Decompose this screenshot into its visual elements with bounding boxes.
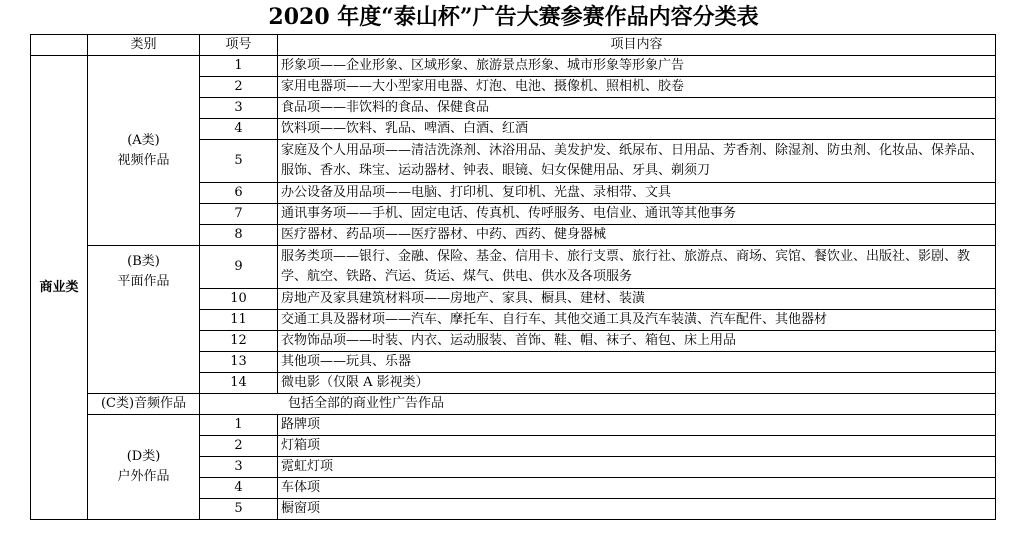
classification-table	[30, 34, 996, 520]
table-row	[31, 246, 996, 289]
category-d-code: (D类)	[126, 449, 161, 464]
category-b	[88, 246, 200, 394]
item-number: 10	[200, 289, 278, 310]
item-content: 通讯事务项——手机、固定电话、传真机、传呼服务、电信业、通讯等其他事务	[278, 204, 996, 225]
item-number: 3	[200, 98, 278, 119]
category-a-name: 视频作品	[117, 152, 170, 168]
item-content: 车体项	[278, 478, 996, 499]
item-number: 12	[200, 331, 278, 352]
item-content: 办公设备及用品项——电脑、打印机、复印机、光盘、录相带、文具	[278, 183, 996, 204]
header-category: 类别	[88, 35, 200, 56]
category-b-code: (B类)	[127, 254, 160, 269]
item-content: 医疗器材、药品项——医疗器材、中药、西药、健身器械	[278, 225, 996, 246]
table-row	[31, 56, 996, 77]
item-number: 2	[200, 436, 278, 457]
item-number: 2	[200, 77, 278, 98]
item-number: 6	[200, 183, 278, 204]
item-content: 食品项——非饮料的食品、保健食品	[278, 98, 996, 119]
section-label: 商业类	[31, 56, 88, 520]
item-content: 房地产及家具建筑材料项——房地产、家具、橱具、建材、装潢	[278, 289, 996, 310]
item-content: 家庭及个人用品项——清洁洗涤剂、沐浴用品、美发护发、纸尿布、日用品、芳香剂、除湿剂、防虫剂、化妆品、保养品、服饰、香水、珠宝、运动器材、钟表、眼镜、妇女保健用品、牙具、剃须刀	[278, 140, 996, 183]
item-number: 1	[200, 415, 278, 436]
item-number: 3	[200, 457, 278, 478]
item-content: 橱窗项	[278, 499, 996, 520]
header-blank	[31, 35, 88, 56]
item-content: 灯箱项	[278, 436, 996, 457]
table-row	[31, 394, 996, 415]
item-number: 4	[200, 478, 278, 499]
item-content: 饮料项——饮料、乳品、啤酒、白酒、红酒	[278, 119, 996, 140]
table-row	[31, 415, 996, 436]
item-number: 5	[200, 140, 278, 183]
item-number: 13	[200, 352, 278, 373]
item-number: 8	[200, 225, 278, 246]
item-number: 5	[200, 499, 278, 520]
item-content: 霓虹灯项	[278, 457, 996, 478]
category-c-content: 包括全部的商业性广告作品	[200, 394, 996, 415]
item-number: 7	[200, 204, 278, 225]
category-a-code: (A类)	[127, 132, 160, 148]
item-content: 服务类项——银行、金融、保险、基金、信用卡、旅行支票、旅行社、旅游点、商场、宾馆、餐饮业、出版社、影剧、教学、航空、铁路、汽运、货运、煤气、供电、供水及各项服务	[278, 246, 996, 289]
table-header-row	[31, 35, 996, 56]
item-content: 微电影（仅限 A 影视类）	[278, 373, 996, 394]
item-number: 14	[200, 373, 278, 394]
item-content: 家用电器项——大小型家用电器、灯泡、电池、摄像机、照相机、胶卷	[278, 77, 996, 98]
category-c: (C类)音频作品	[88, 394, 200, 415]
item-number: 9	[200, 246, 278, 289]
header-content: 项目内容	[278, 35, 996, 56]
header-number: 项号	[200, 35, 278, 56]
category-d	[88, 415, 200, 520]
item-content: 其他项——玩具、乐器	[278, 352, 996, 373]
category-a	[88, 56, 200, 246]
item-number: 11	[200, 310, 278, 331]
item-content: 交通工具及器材项——汽车、摩托车、自行车、其他交通工具及汽车装潢、汽车配件、其他器材	[278, 310, 996, 331]
item-content: 衣物饰品项——时装、内衣、运动服装、首饰、鞋、帽、袜子、箱包、床上用品	[278, 331, 996, 352]
item-content: 路牌项	[278, 415, 996, 436]
page-title: 2020 年度“泰山杯”广告大赛参赛作品内容分类表	[268, 4, 759, 30]
item-content: 形象项——企业形象、区域形象、旅游景点形象、城市形象等形象广告	[278, 56, 996, 77]
category-b-name: 平面作品	[117, 274, 170, 289]
item-number: 1	[200, 56, 278, 77]
item-number: 4	[200, 119, 278, 140]
category-d-name: 户外作品	[117, 469, 170, 484]
